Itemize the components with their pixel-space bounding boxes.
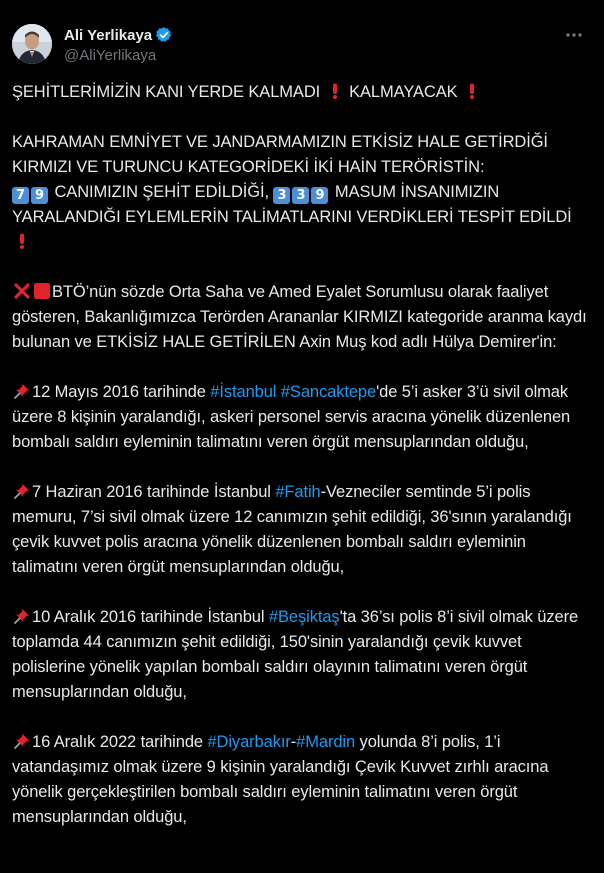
text-span: yolunda 8’i polis, 1’i vatandaşımız olmak üzere 9 kişinin yaralandığı Çevik Kuvvet zırhlı aracına yönelik gerçekleştirilen bombalı saldırı eyleminin talimatını veren örgüt mensuplarından olduğu, [12, 733, 549, 826]
paragraph-gap [12, 705, 594, 730]
avatar[interactable] [12, 24, 52, 64]
text-span: 7 Haziran 2016 tarihinde İstanbul [32, 483, 276, 501]
pushpin-emoji [13, 607, 31, 625]
pushpin-emoji [13, 482, 31, 500]
tweet-paragraph-3 [12, 280, 594, 355]
more-options-icon[interactable] [564, 28, 584, 42]
keycap-digit-emoji: 3 [292, 187, 309, 204]
keycap-digit-emoji: 7 [12, 187, 29, 204]
tweet-text [12, 80, 594, 830]
tweet-header [12, 24, 592, 68]
hashtag-link[interactable]: #Sancaktepe [280, 383, 377, 401]
paragraph-gap [12, 580, 594, 605]
text-span: 12 Mayıs 2016 tarihinde [32, 383, 211, 401]
tweet-paragraph-6 [12, 605, 594, 705]
tweet-paragraph-4 [12, 380, 594, 455]
pushpin-emoji [13, 382, 31, 400]
text-span: MASUM İNSANIMIZIN YARALANDIĞI EYLEMLERİN TALİMATLARINI VERDİKLERİ TESPİT EDİLDİ [12, 183, 572, 226]
paragraph-gap [12, 105, 594, 130]
tweet-paragraph-1 [12, 80, 594, 105]
text-span: KALMAYACAK [349, 83, 458, 101]
tweet-paragraph-2 [12, 130, 594, 255]
keycap-digit-emoji: 3 [273, 187, 290, 204]
hashtag-link[interactable]: #Fatih [275, 483, 321, 501]
verified-badge-icon [155, 26, 173, 44]
red-exclamation-emoji [463, 82, 481, 100]
paragraph-gap [12, 455, 594, 480]
red-square-emoji [33, 282, 51, 300]
red-exclamation-emoji [326, 82, 344, 100]
cross-mark-emoji [13, 282, 31, 300]
author-names [64, 25, 173, 64]
keycap-digit-emoji: 9 [31, 187, 48, 204]
paragraph-gap [12, 355, 594, 380]
text-span: CANIMIZIN ŞEHİT EDİLDİĞİ, [50, 183, 274, 201]
text-span: 'ta 36’sı polis 8’i sivil olmak üzere toplamda 44 canımızın şehit edildiği, 150'sinin yaralandığı çevik kuvvet polislerine yönelik yapılan bombalı saldırı olayının talimatını veren örgüt mensuplarından olduğu, [12, 608, 579, 701]
hashtag-link[interactable]: #Diyarbakır [207, 733, 291, 751]
red-exclamation-emoji [13, 232, 31, 250]
tweet-paragraph-7 [12, 730, 594, 830]
pushpin-emoji [13, 732, 31, 750]
text-span: 16 Aralık 2022 tarihinde [32, 733, 208, 751]
hashtag-link[interactable]: #Beşiktaş [268, 608, 340, 626]
text-span: - [290, 733, 297, 751]
avatar-image [12, 24, 52, 64]
text-span: ŞEHİTLERİMİZİN KANI YERDE KALMADI [12, 83, 321, 101]
text-span: KAHRAMAN EMNİYET VE JANDARMAMIZIN ETKİSİZ HALE GETİRDİĞİ KIRMIZI VE TURUNCU KATEGORİDEKİ İKİ HAİN TERÖRİSTİN: [12, 133, 548, 176]
text-span: BTÖ’nün sözde Orta Saha ve Amed Eyalet Sorumlusu olarak faaliyet gösteren, Bakanlığımızca Terörden Arananlar KIRMIZI kategoride aranma kaydı bulunan ve ETKİSİZ HALE GETİRİLEN Axin Muş kod adlı Hülya Demirer'in: [12, 283, 587, 351]
text-span: -Vezneciler semtinde 5’i polis memuru, 7’si sivil olmak üzere 12 canımızın şehit edildiği, 36'sının yaralandığı çevik kuvvet polis aracına yönelik düzenlenen bombalı saldırı eyleminin talimatını veren örgüt mensuplarından olduğu, [12, 483, 572, 576]
hashtag-link[interactable]: #İstanbul [210, 383, 277, 401]
handle[interactable]: @AliYerlikaya [64, 47, 157, 64]
display-name[interactable]: Ali Yerlikaya [64, 26, 153, 44]
hashtag-link[interactable]: #Mardin [296, 733, 356, 751]
keycap-digit-emoji: 9 [311, 187, 328, 204]
text-span: 10 Aralık 2016 tarihinde İstanbul [32, 608, 269, 626]
text-span: 'de 5’i asker 3’ü sivil olmak üzere 8 kişinin yaralandığı, askeri personel servis aracına yönelik düzenlenen bombalı saldırı eyleminin talimatını veren örgüt mensuplarından olduğu, [12, 383, 571, 451]
display-name-row [64, 25, 173, 45]
tweet-paragraph-5 [12, 480, 594, 580]
paragraph-gap [12, 255, 594, 280]
